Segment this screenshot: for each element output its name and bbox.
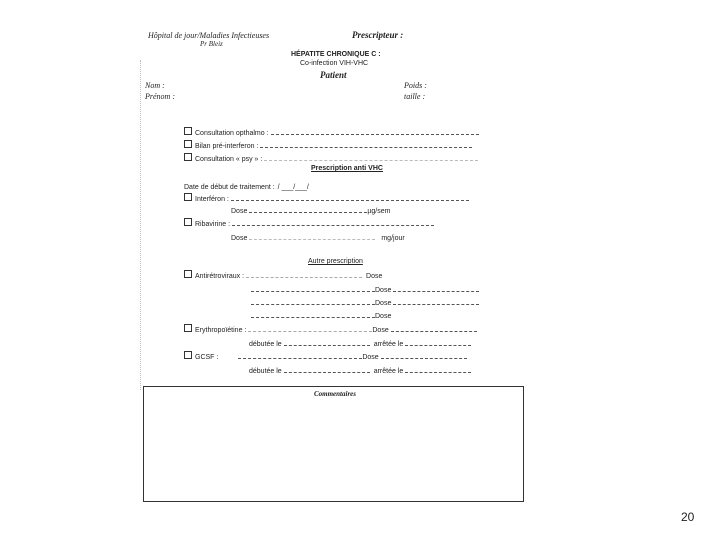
- fill-line[interactable]: [264, 153, 478, 161]
- fill-line[interactable]: [284, 365, 370, 373]
- fill-line[interactable]: [238, 351, 362, 359]
- fill-line[interactable]: [251, 310, 375, 318]
- ribavirine-row[interactable]: [184, 218, 434, 228]
- dose-label: Dose: [375, 287, 392, 294]
- hospital-name: Hôpital de jour/Maladies Infectieuses: [148, 31, 270, 40]
- prenom-label: Prénom :: [145, 92, 175, 101]
- checkbox[interactable]: [184, 140, 192, 148]
- form-title: HÉPATITE CHRONIQUE C :: [291, 51, 381, 58]
- epo-dates-row[interactable]: [249, 338, 471, 348]
- debutee-label: débutée le: [249, 368, 282, 375]
- fill-line[interactable]: [405, 365, 471, 373]
- dose-label: Dose: [375, 300, 392, 307]
- dose-label: Dose: [375, 313, 392, 320]
- fill-line[interactable]: [246, 270, 362, 278]
- checkbox[interactable]: [184, 351, 192, 359]
- hospital-doctor: Pr Bleiz: [200, 40, 223, 48]
- fill-line[interactable]: [249, 232, 375, 240]
- dose-label: Dose: [362, 354, 379, 361]
- ribavirine-label: Ribavirine :: [195, 221, 231, 228]
- vhc-heading: Prescription anti VHC: [311, 165, 383, 172]
- epo-row[interactable]: [184, 324, 477, 334]
- checkbox[interactable]: [184, 218, 192, 226]
- dose-label: Dose: [231, 208, 248, 215]
- checkbox[interactable]: [184, 324, 192, 332]
- bilan-label: Bilan pré-interferon :: [195, 143, 259, 150]
- checkbox[interactable]: [184, 193, 192, 201]
- page-number: 20: [681, 510, 695, 524]
- consult-ophtalmo-row[interactable]: [184, 127, 479, 137]
- gcsf-dates-row[interactable]: [249, 365, 471, 375]
- start-date-label: Date de début de traitement :: [184, 184, 275, 191]
- checkbox[interactable]: [184, 153, 192, 161]
- fill-line[interactable]: [260, 140, 472, 148]
- consult-psy-row[interactable]: [184, 153, 478, 163]
- checkbox[interactable]: [184, 270, 192, 278]
- ribavirine-unit: mg/jour: [381, 235, 405, 242]
- start-date-value[interactable]: / ___/___/: [277, 184, 309, 191]
- fill-line[interactable]: [248, 324, 372, 332]
- interferon-label: Interféron :: [195, 196, 229, 203]
- fill-line[interactable]: [249, 205, 367, 213]
- gcsf-row[interactable]: [184, 351, 467, 361]
- fill-line[interactable]: [231, 193, 469, 201]
- patient-heading: Patient: [320, 70, 347, 80]
- nom-label: Nom :: [145, 81, 165, 90]
- interferon-row[interactable]: [184, 193, 469, 203]
- prescriber-label: Prescripteur :: [352, 30, 404, 40]
- dose-label: Dose: [372, 327, 389, 334]
- arretee-label: arrêtée le: [373, 368, 404, 375]
- start-date-row[interactable]: [184, 184, 309, 191]
- fill-line[interactable]: [271, 127, 479, 135]
- taille-label: taille :: [404, 92, 426, 101]
- interferon-unit: µg/sem: [367, 208, 391, 215]
- comments-box[interactable]: [143, 386, 524, 502]
- fill-line[interactable]: [251, 297, 375, 305]
- antiretro-line-2[interactable]: [249, 284, 479, 294]
- poids-label: Poids :: [404, 81, 427, 90]
- fill-line[interactable]: [381, 351, 467, 359]
- scan-edge: [140, 60, 142, 390]
- consult-ophtalmo-label: Consultation opthalmo :: [195, 130, 269, 137]
- dose-label: Dose: [231, 235, 248, 242]
- autre-heading: Autre prescription: [308, 258, 363, 265]
- fill-line[interactable]: [405, 338, 471, 346]
- consult-psy-label: Consultation « psy » :: [195, 156, 263, 163]
- antiretro-label: Antirétroviraux :: [195, 273, 245, 280]
- fill-line[interactable]: [284, 338, 370, 346]
- fill-line[interactable]: [232, 218, 434, 226]
- fill-line[interactable]: [391, 324, 477, 332]
- fill-line[interactable]: [393, 284, 479, 292]
- interferon-dose-row[interactable]: [231, 205, 390, 215]
- fill-line[interactable]: [251, 284, 375, 292]
- antiretro-line-3[interactable]: [249, 297, 479, 307]
- checkbox[interactable]: [184, 127, 192, 135]
- dose-label: Dose: [366, 273, 383, 280]
- comments-heading: Commentaires: [314, 390, 357, 398]
- arretee-label: arrêtée le: [373, 341, 404, 348]
- gcsf-label: GCSF :: [195, 354, 219, 361]
- debutee-label: débutée le: [249, 341, 282, 348]
- antiretro-row[interactable]: [184, 270, 382, 280]
- epo-label: Erythropoïétine :: [195, 327, 247, 334]
- bilan-row[interactable]: [184, 140, 472, 150]
- form-subtitle: Co-infection VIH-VHC: [300, 60, 369, 67]
- fill-line[interactable]: [393, 297, 479, 305]
- ribavirine-dose-row[interactable]: [231, 232, 405, 242]
- antiretro-line-4[interactable]: [249, 310, 391, 320]
